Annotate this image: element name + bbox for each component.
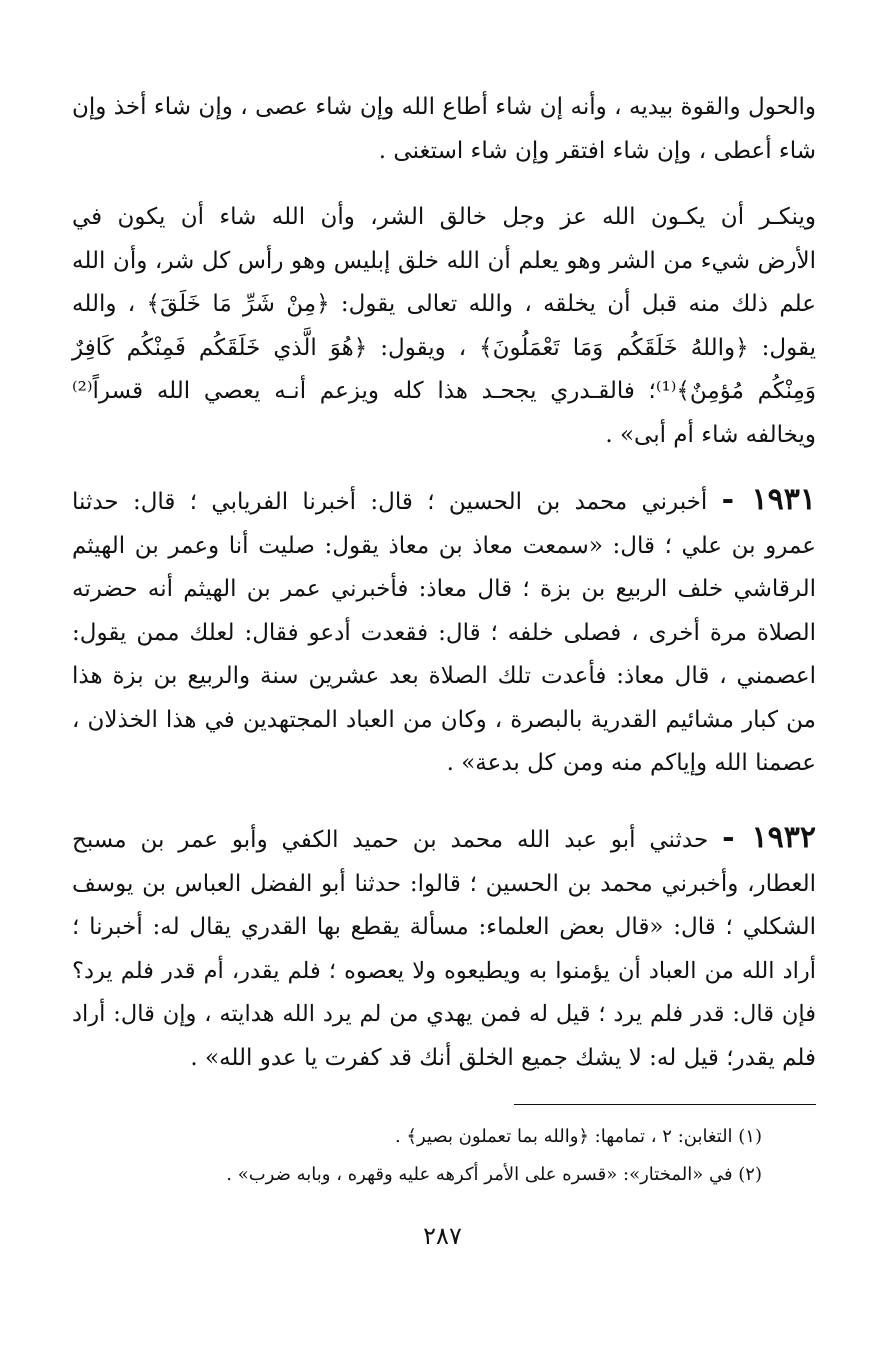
text-line: الصلاة مرة أخرى ، فصلى خلفه ؛ قال: فقعدت أدعو فقال: لعلك ممن يقول: (72, 619, 816, 646)
narration-1931 (72, 478, 816, 786)
footnotes (72, 1118, 762, 1194)
text-line: اعصمني ، قال معاذ: فأعدت تلك الصلاة بعد عشرين سنة والربيع بن بزة هذا (72, 663, 816, 689)
text-line: وينكـر أن يكـون الله عز وجل خالق الشر، وأن الله شاء أن يكون في (72, 204, 816, 230)
footnote-1: (١) التغابن: ٢ ، تمامها: ﴿والله بما تعملون بصير﴾ . (394, 1126, 762, 1147)
paragraph-qadari-denial (72, 196, 816, 457)
narration-1932 (72, 816, 816, 1080)
text-line (72, 478, 816, 525)
footnote-2: (٢) في «المختار»: «قسره على الأمر أكرهه عليه وقهره ، وبابه ضرب» . (226, 1164, 762, 1185)
text-line (72, 816, 816, 863)
text-line: فلم يقدر؛ قيل له: لا يشك جميع الخلق أنك قد كفرت يا عدو الله» . (190, 1044, 816, 1071)
text-line: من كبار مشائيم القدرية بالبصرة ، وكان من العباد المجتهدين في هذا الخذلان ، (72, 706, 816, 733)
text-line: الشكلي ؛ قال: «قال بعض العلماء: مسألة يقطع بها القدري يقال له: أخبرنا ؛ (72, 914, 816, 940)
text-segment: أخبرني محمد بن الحسين ؛ قال: أخبرنا الفريابي ؛ قال: حدثنا (72, 489, 708, 515)
text-line: وَمِنْكُم مُؤمِنٌ﴾⁽¹⁾؛ فالقـدري يجحـد هذا كله ويزعم أنـه يعصي الله قسراً⁽²⁾ (72, 378, 816, 404)
text-line: عمرو بن علي ؛ قال: «سمعت معاذ بن معاذ يقول: صليت أنا وعمر بن الهيثم (72, 532, 816, 559)
text-line: عصمنا الله وإياكم منه ومن كل بدعة» . (446, 750, 816, 776)
text-line: شاء أعطى ، وإن شاء افتقر وإن شاء استغنى . (378, 137, 816, 164)
text-line: علم ذلك منه قبل أن يخلقه ، والله تعالى يقول: ﴿مِنْ شَرِّ مَا خَلَقَ﴾ ، والله (72, 291, 816, 317)
narration-number: ١٩٣٢ - (722, 820, 816, 855)
text-segment: حدثني أبو عبد الله محمد بن حميد الكفي وأبو عمر بن مسبح (72, 827, 709, 853)
text-line: ويخالفه شاء أم أبى» . (605, 421, 816, 448)
footnote-divider (514, 1104, 816, 1105)
text-line: العطار، وأخبرني محمد بن الحسين ؛ قالوا: حدثنا أبو الفضل العباس بن يوسف (72, 870, 816, 897)
text-line: الأرض شيء من الشر وهو يعلم أن الله خلق إبليس وهو رأس كل شر، وأن الله (72, 247, 816, 274)
text-line: يقول: ﴿واللهُ خَلَقَكُم وَمَا تَعْمَلُونَ﴾ ، ويقول: ﴿هُوَ الَّذي خَلَقَكُم فَمِنْكُم كَافِرٌ (72, 334, 816, 361)
text-line: أراد الله من العباد أن يؤمنوا به ويطيعوه ولا يعصوه ؛ فلم يقدر، أم قدر فلم يرد؟ (72, 957, 816, 984)
text-line: فإن قال: قدر فلم يرد ؛ قيل له فمن يهدي من لم يرد الله هدايته ، وإن قال: أراد (72, 1001, 816, 1027)
text-line: الرقاشي خلف الربيع بن بزة ؛ قال معاذ: فأخبرني عمر بن الهيثم أنه حضرته (72, 576, 816, 602)
text-line: والحول والقوة بيديه ، وأنه إن شاء أطاع الله وإن شاء عصى ، وإن شاء أخذ وإن (72, 94, 816, 120)
page-number: ٢٨٧ (423, 1222, 462, 1250)
paragraph-opening (72, 86, 816, 173)
narration-number: ١٩٣١ - (721, 482, 816, 517)
